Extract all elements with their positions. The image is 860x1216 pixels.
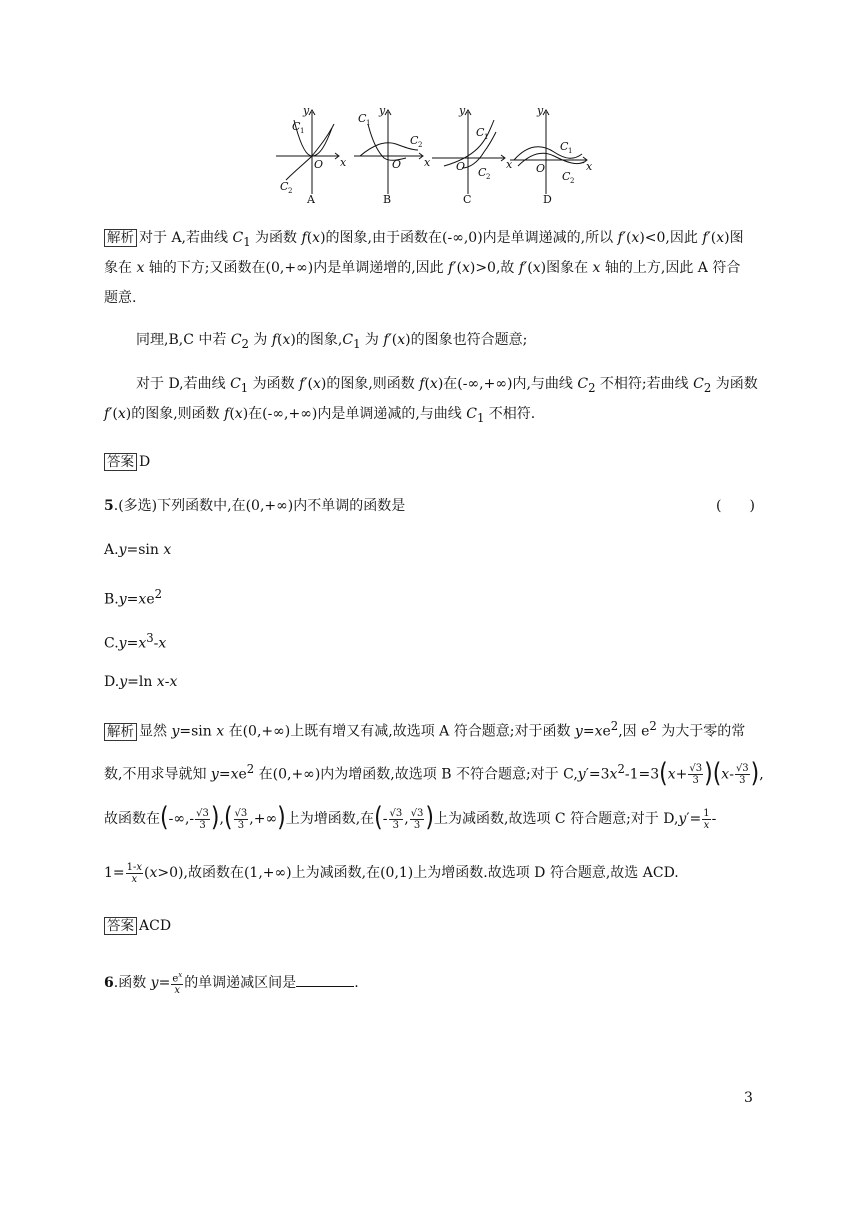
label-a-c1-sub: 1 [300, 127, 305, 135]
label-a-c2: C [280, 180, 289, 193]
label-c-c2-sub: 2 [486, 173, 491, 181]
label-d-origin: O [536, 162, 546, 175]
label-d-c2: C [562, 170, 571, 183]
label-b-c2-sub: 2 [418, 141, 423, 149]
q4-answer [104, 452, 150, 472]
graph-label-b: B [383, 193, 392, 206]
label-a-c2-sub: 2 [288, 187, 293, 195]
q5-answer-bracket: ( ) [716, 498, 755, 514]
graph-label-d: D [543, 193, 552, 206]
label-b-c1-sub: 1 [366, 119, 371, 127]
label-c-y: y [459, 104, 466, 117]
graph-d [510, 110, 587, 194]
q4-analysis-line-6: f′(x)的图象,则函数 f(x)在(-∞,+∞)内是单调递减的,与曲线 $C_1$ 不相符. [104, 406, 536, 425]
label-c-origin: O [456, 160, 466, 173]
q4-answer-value: D [139, 454, 151, 470]
frac-1-over-x: $\frac{1}{x}$ [703, 807, 710, 831]
q4-analysis-line-3: 题意. [104, 290, 137, 306]
frac-sqrt3-over-3: $\frac{√3}{3}$ [689, 763, 703, 787]
frac-sqrt3-over-3: $\frac{√3}{3}$ [410, 807, 424, 831]
q5-analysis-line-2: 数,不用求导就知 $y=xe^2$ 在(0,+∞)内为增函数,故选项 B 不符合题意;对于 $C,y'=3x^2-1=3(x+$ $\frac{√3}{3}$ )(x- $\frac{√3}{3}$ ), [104, 759, 764, 790]
q5-answer-value: ACD [139, 918, 172, 934]
q4-analysis-line-1: 解析 对于 A,若曲线 $C_1$ 为函数 f(x)的图象,由于函数在(-∞,0)内是单调递减的,所以 f′(x)<0,因此 f′(x)图 [104, 228, 744, 252]
graph-c [432, 110, 505, 194]
q5-analysis-line-4: 1= $\frac{1-x}{x}$ (x>0),故函数在(1,+∞)上为减函数,在(0,1)上为增函数.故选项 D 符合题意,故选 ACD. [104, 861, 679, 885]
label-c-c2: C [478, 166, 487, 179]
label-c-x: x [506, 158, 513, 171]
frac-1-minus-x-over-x: $\frac{1-x}{x}$ [126, 861, 143, 885]
frac-sqrt3-over-3: $\frac{√3}{3}$ [735, 763, 749, 787]
q5-stem: 5.(多选)下列函数中,在(0,+∞)内不单调的函数是 [104, 498, 406, 514]
q4-analysis-tag: 解析 [104, 229, 137, 247]
label-b-x: x [424, 156, 431, 169]
label-a-c1: C [292, 120, 301, 133]
label-c-c1-sub: 1 [484, 133, 489, 141]
frac-sqrt3-over-3: $\frac{√3}{3}$ [389, 807, 403, 831]
graph-label-c: C [463, 193, 472, 206]
label-d-c1: C [560, 140, 569, 153]
frac-sqrt3-over-3: $\frac{√3}{3}$ [234, 807, 248, 831]
label-a-x: x [340, 156, 347, 169]
graph-figure [272, 100, 592, 208]
q5-analysis-tag: 解析 [104, 723, 137, 741]
q5-analysis-line-3: 故函数在(-∞,- $\frac{√3}{3}$ ),( $\frac{√3}{3}$ ,+∞)上为增函数,在(- $\frac{√3}{3}$ , $\frac{√3}{3}$ )上为减函数,故选项 C 符合题意;对于 D,y′= $\frac{1}{x}$ - [104, 803, 717, 834]
graph-figure-svg [272, 100, 592, 208]
label-b-y: y [379, 104, 386, 117]
label-d-x: x [586, 160, 592, 173]
q5-option-a: A.y=sin x [104, 542, 172, 558]
label-d-c1-sub: 1 [568, 147, 573, 155]
frac-ex-over-x: $\frac{e^x}{x}$ [172, 970, 183, 997]
label-b-c2: C [410, 134, 419, 147]
label-d-y: y [537, 104, 544, 117]
q4-analysis-line-4: 同理,B,C 中若 $C_2$ 为 f(x)的图象$,C_1$ 为 f′(x)的图象也符合题意; [136, 332, 528, 351]
graph-label-a: A [307, 193, 315, 206]
label-a-y: y [303, 104, 310, 117]
q6-stem: 6.函数 y= $\frac{e^x}{x}$ 的单调递减区间是 . [104, 970, 359, 997]
label-b-origin: O [392, 158, 402, 171]
q4-analysis-line-2: 象在 x 轴的下方;又函数在(0,+∞)内是单调递增的,因此 f′(x)>0,故 f′(x)图象在 x 轴的上方,因此 A 符合 [104, 260, 741, 276]
q4-answer-tag: 答案 [104, 453, 137, 471]
q6-number: 6 [104, 975, 114, 991]
q5-analysis-line-1: 解析 显然 y=sin x 在(0,+∞)上既有增又有减,故选项 A 符合题意;对于函数 $y=xe^2$,因 $e^2$ 为大于零的常 [104, 716, 745, 742]
q5-answer-tag: 答案 [104, 917, 137, 935]
q4-analysis-line-5: 对于 D,若曲线 $C_1$ 为函数 f′(x)的图象,则函数 f(x)在(-∞,+∞)内,与曲线 $C_2$ 不相符;若曲线 $C_2$ 为函数 [136, 376, 758, 395]
q6-answer-blank[interactable] [296, 974, 354, 987]
q5-option-d: D.y=ln x-x [104, 674, 178, 690]
q5-option-b: $B.y=xe^2$ [104, 587, 163, 608]
q5-answer [104, 916, 171, 936]
frac-sqrt3-over-3: $\frac{√3}{3}$ [196, 807, 209, 831]
q5-option-c: $C.y=x^3-x$ [104, 631, 167, 652]
label-d-c2-sub: 2 [570, 177, 575, 185]
q5-number: 5 [104, 498, 114, 514]
label-b-c1: C [358, 112, 367, 125]
label-a-origin: O [314, 158, 324, 171]
page-number: 3 [744, 1090, 753, 1106]
label-c-c1: C [476, 126, 485, 139]
